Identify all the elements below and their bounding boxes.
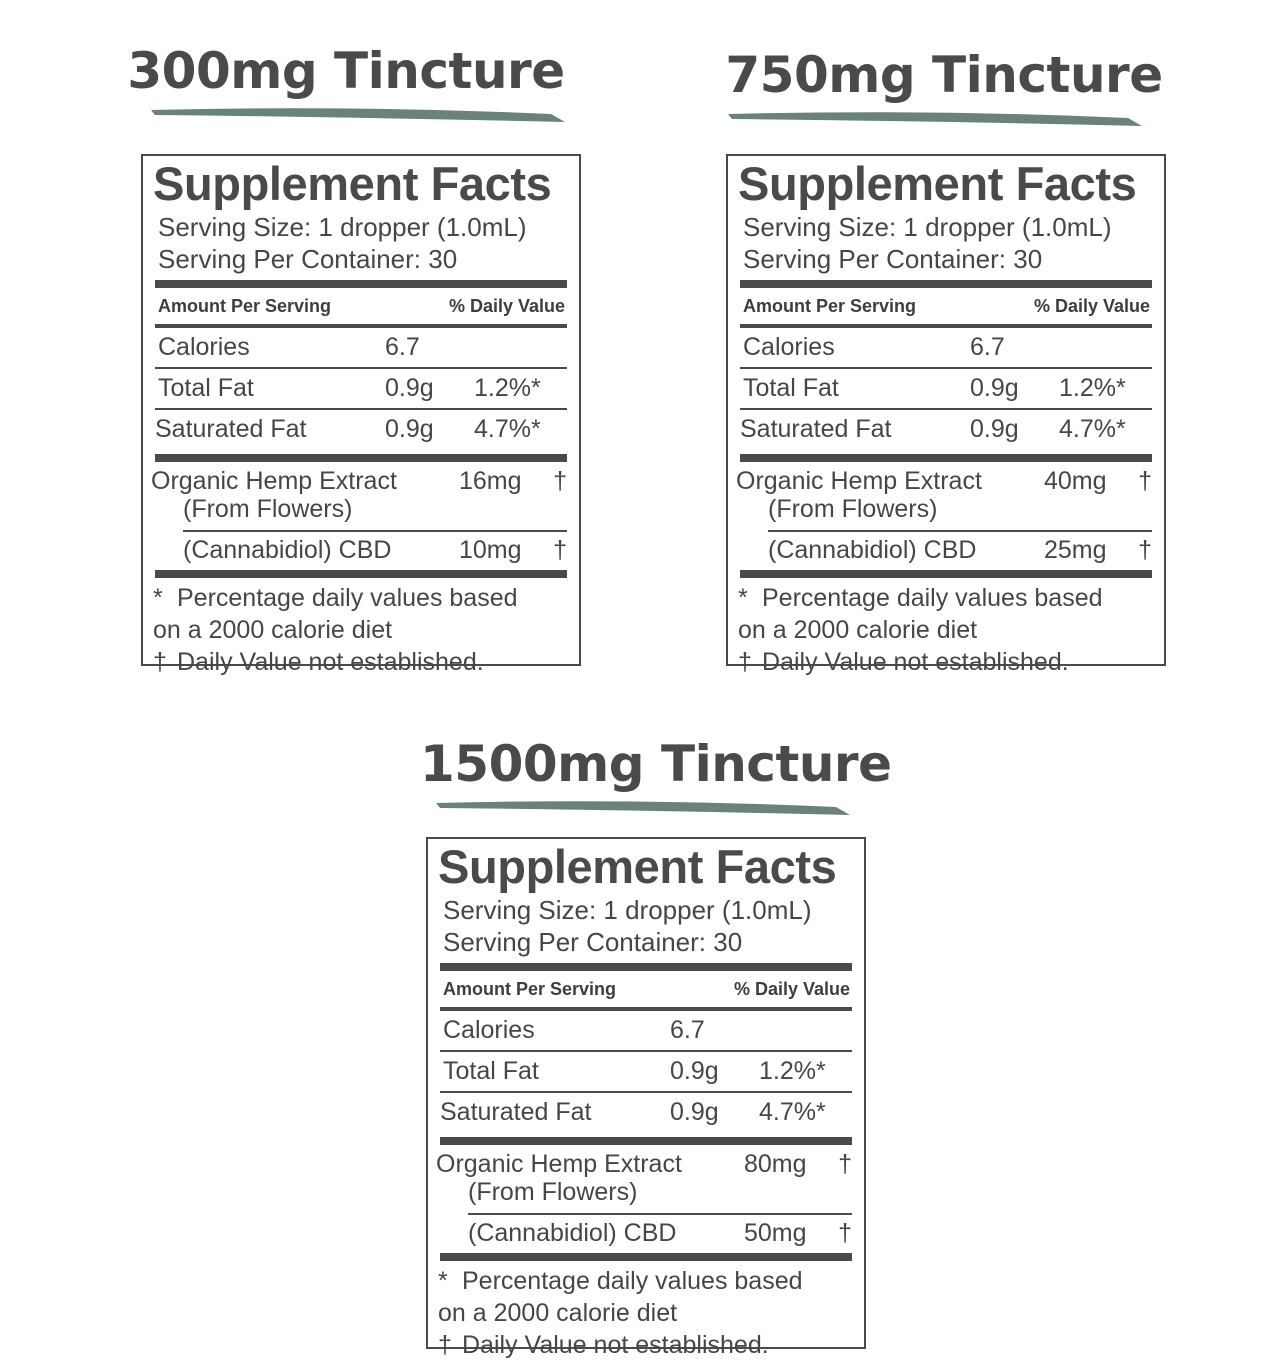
nutrient-row-calories (440, 1011, 852, 1050)
nutrient-amount: 0.9g (385, 374, 434, 402)
footnote-text: Percentage daily values based (462, 1267, 803, 1295)
footnote-text: Percentage daily values based (177, 584, 518, 612)
divider-thick (440, 1253, 852, 1261)
hemp-extract-source: (From Flowers) (768, 495, 938, 523)
supplement-facts-panel (426, 837, 866, 1359)
nutrient-daily-value: 1.2%* (474, 374, 541, 402)
nutrient-daily-value: 4.7%* (1059, 415, 1126, 443)
nutrient-name: Calories (743, 333, 835, 361)
product-card (725, 44, 1166, 676)
supplement-facts-heading: Supplement Facts (738, 157, 1137, 210)
nutrient-daily-value: 4.7%* (759, 1098, 826, 1126)
servings-per-container: Serving Per Container: 30 (743, 244, 1043, 274)
divider-thick (155, 280, 567, 288)
nutrient-row-saturated-fat (440, 1093, 852, 1132)
footnote-text: Percentage daily values based (762, 584, 1103, 612)
cbd-row (183, 532, 567, 568)
nutrient-amount: 0.9g (670, 1098, 719, 1126)
footnote (738, 646, 1152, 678)
product-card (127, 40, 581, 676)
title-underline (151, 104, 567, 126)
daily-value-label: % Daily Value (1033, 295, 1150, 316)
nutrient-amount: 0.9g (970, 374, 1019, 402)
footnote-symbol: † (153, 648, 167, 676)
footnotes (738, 582, 1152, 678)
product-title: 1500mg Tincture (420, 735, 892, 793)
supplement-facts-heading: Supplement Facts (438, 840, 837, 893)
cbd-amount: 50mg (744, 1218, 807, 1247)
footnote-text: on a 2000 calorie diet (153, 616, 393, 644)
nutrient-name: Total Fat (743, 374, 839, 402)
footnote-symbol: * (438, 1267, 448, 1295)
hemp-extract-name: Organic Hemp Extract (436, 1150, 682, 1178)
product-title: 300mg Tincture (127, 42, 565, 100)
nutrient-daily-value: 1.2%* (759, 1057, 826, 1085)
supplement-facts-panel (726, 154, 1166, 676)
cbd-row (468, 1215, 852, 1251)
nutrient-name: Saturated Fat (155, 415, 307, 443)
hemp-extract-name: Organic Hemp Extract (736, 467, 982, 495)
footnote-text: on a 2000 calorie diet (738, 616, 978, 644)
cbd-name: (Cannabidiol) CBD (768, 535, 977, 564)
nutrient-name: Calories (443, 1016, 535, 1044)
hemp-extract-amount: 40mg (1044, 467, 1107, 495)
nutrient-daily-value: 1.2%* (1059, 374, 1126, 402)
nutrient-row-total-fat (740, 369, 1152, 408)
nutrient-row-calories (155, 328, 567, 367)
hemp-extract-name: Organic Hemp Extract (151, 467, 397, 495)
dagger-mark: † (553, 535, 567, 564)
footnote (153, 614, 567, 646)
servings-per-container: Serving Per Container: 30 (158, 244, 458, 274)
hemp-extract-source: (From Flowers) (468, 1178, 638, 1206)
nutrient-amount: 0.9g (385, 415, 434, 443)
footnote-symbol: * (738, 584, 748, 612)
footnote (153, 582, 567, 614)
nutrient-row-saturated-fat (740, 410, 1152, 449)
nutrient-name: Saturated Fat (440, 1098, 592, 1126)
divider-thick (440, 963, 852, 971)
hemp-extract-row (436, 1145, 852, 1206)
amount-header-row (155, 288, 567, 324)
footnote (438, 1265, 852, 1297)
amount-per-serving-label: Amount Per Serving (743, 295, 917, 316)
nutrient-amount: 6.7 (385, 333, 420, 361)
hemp-extract-amount: 80mg (744, 1150, 807, 1178)
servings-per-container: Serving Per Container: 30 (443, 927, 743, 957)
supplement-facts-heading: Supplement Facts (153, 157, 552, 210)
footnote (738, 614, 1152, 646)
footnote-text: Daily Value not established. (462, 1331, 769, 1359)
footnote (438, 1297, 852, 1329)
nutrient-row-saturated-fat (155, 410, 567, 449)
footnote-text: Daily Value not established. (177, 648, 484, 676)
footnote (738, 582, 1152, 614)
nutrient-amount: 0.9g (970, 415, 1019, 443)
amount-per-serving-label: Amount Per Serving (443, 978, 617, 999)
nutrient-amount: 0.9g (670, 1057, 719, 1085)
dagger-mark: † (1138, 535, 1152, 564)
divider-thick (440, 1137, 852, 1145)
nutrient-amount: 6.7 (670, 1016, 705, 1044)
nutrient-name: Saturated Fat (740, 415, 892, 443)
footnote-text: Daily Value not established. (762, 648, 1069, 676)
footnote (153, 646, 567, 678)
cbd-name: (Cannabidiol) CBD (468, 1218, 677, 1247)
title-underline (728, 108, 1144, 130)
serving-size: Serving Size: 1 dropper (1.0mL) (158, 212, 527, 242)
cbd-amount: 10mg (459, 535, 522, 564)
title-underline (436, 797, 852, 819)
footnote-text: on a 2000 calorie diet (438, 1299, 678, 1327)
cbd-amount: 25mg (1044, 535, 1107, 564)
product-title: 750mg Tincture (725, 46, 1163, 104)
nutrient-row-total-fat (440, 1052, 852, 1091)
nutrient-amount: 6.7 (970, 333, 1005, 361)
divider-thick (740, 454, 1152, 462)
footnote-symbol: * (153, 584, 163, 612)
nutrient-name: Total Fat (158, 374, 254, 402)
nutrient-name: Total Fat (443, 1057, 539, 1085)
footnote-symbol: † (738, 648, 752, 676)
supplement-facts-panel (141, 154, 581, 676)
dagger-mark: † (553, 467, 567, 495)
hemp-extract-source: (From Flowers) (183, 495, 353, 523)
daily-value-label: % Daily Value (733, 978, 850, 999)
amount-header-row (740, 288, 1152, 324)
footnote-symbol: † (438, 1331, 452, 1359)
divider-thick (155, 570, 567, 578)
divider-thick (740, 570, 1152, 578)
cbd-row (768, 532, 1152, 568)
divider-thick (155, 454, 567, 462)
amount-per-serving-label: Amount Per Serving (158, 295, 332, 316)
footnotes (438, 1265, 852, 1361)
cbd-name: (Cannabidiol) CBD (183, 535, 392, 564)
nutrient-row-calories (740, 328, 1152, 367)
nutrient-row-total-fat (155, 369, 567, 408)
dagger-mark: † (838, 1150, 852, 1178)
amount-header-row (440, 971, 852, 1007)
daily-value-label: % Daily Value (448, 295, 565, 316)
hemp-extract-amount: 16mg (459, 467, 522, 495)
serving-size: Serving Size: 1 dropper (1.0mL) (743, 212, 1112, 242)
hemp-extract-row (151, 462, 567, 523)
product-card (420, 733, 892, 1359)
nutrient-daily-value: 4.7%* (474, 415, 541, 443)
nutrient-name: Calories (158, 333, 250, 361)
hemp-extract-row (736, 462, 1152, 523)
dagger-mark: † (1138, 467, 1152, 495)
serving-size: Serving Size: 1 dropper (1.0mL) (443, 895, 812, 925)
footnote (438, 1329, 852, 1361)
dagger-mark: † (838, 1218, 852, 1247)
divider-thick (740, 280, 1152, 288)
footnotes (153, 582, 567, 678)
